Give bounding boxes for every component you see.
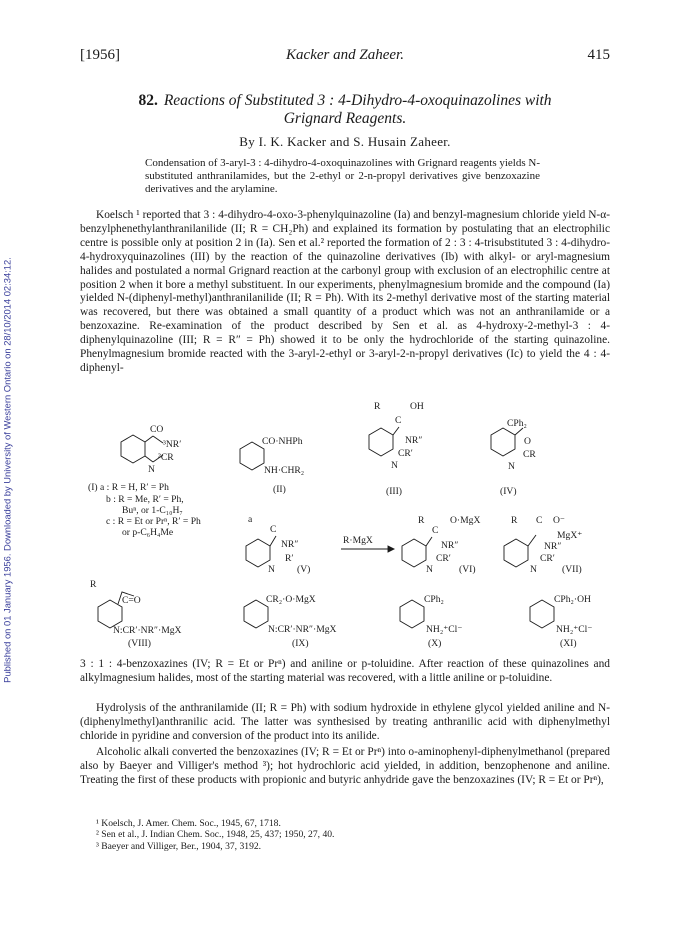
download-watermark-text: Published on 01 January 1956. Downloaded by University of Western Ontario on 28/10/2014 02:34:12. bbox=[1, 257, 13, 683]
structure-VI bbox=[402, 515, 480, 575]
V-caption: (V) bbox=[297, 564, 311, 575]
VII-cr-label: CR′ bbox=[540, 553, 555, 564]
XI-bottom-label: NH₂⁺Cl⁻ bbox=[556, 624, 593, 635]
VI-n-label: N bbox=[426, 564, 433, 575]
structure-XI bbox=[530, 594, 592, 649]
II-caption: (II) bbox=[273, 484, 286, 495]
VII-caption: (VII) bbox=[562, 564, 582, 575]
IV-caption: (IV) bbox=[500, 486, 517, 497]
VII-n-label: N bbox=[530, 564, 537, 575]
footnote-2: ² Sen et al., J. Indian Chem. Soc., 1948, 25, 437; 1950, 27, 40. bbox=[96, 829, 335, 841]
III-c-label: C bbox=[395, 415, 402, 426]
X-bottom-label: NH₂⁺Cl⁻ bbox=[426, 624, 463, 635]
VII-r-label: R bbox=[511, 515, 518, 526]
header-page-number: 415 bbox=[587, 47, 610, 63]
VI-nr-label: NR″ bbox=[441, 540, 459, 551]
III-caption: (III) bbox=[386, 486, 402, 497]
paragraph-3: Alcoholic alkali converted the benzoxazines (IV; R = Et or Prⁿ) into o-aminophenyl-diphenylmethanol (prepared also by Baeyer and Villiger's method ³); hot hydrochloric acid yielded, in addition, benzophenone and aniline. Treating the first of these products with propionic and butyric anhydride gave the benzoxazines (IV; R = Et or Prⁿ), bbox=[80, 746, 610, 786]
structure-IV bbox=[491, 418, 536, 497]
I-legend-b2: Buⁿ, or 1-C₁₀H₇ bbox=[122, 505, 183, 516]
V-n-label: N bbox=[268, 564, 275, 575]
title-line-2: Grignard Reagents. bbox=[283, 110, 407, 127]
footnote-3: ³ Baeyer and Villiger, Ber., 1904, 37, 3192. bbox=[96, 840, 262, 852]
III-oh-label: OH bbox=[410, 401, 424, 412]
structure-II bbox=[240, 436, 304, 495]
footnote-1: ¹ Koelsch, J. Amer. Chem. Soc., 1945, 67, 1718. bbox=[96, 818, 281, 829]
III-r-label: R bbox=[374, 401, 381, 412]
I-legend-c2: or p-C₆H₄Me bbox=[122, 527, 174, 538]
paragraph-1: Koelsch ¹ reported that 3 : 4-dihydro-4-oxo-3-phenylquinazoline (Ia) and benzyl-magnesium chloride yield N-α-benzylphenethylanthranilanilide (II; R = CH₂Ph) and explained its formation by postulating that an electrophilic centre is possible only at position 2 in (Ia). Sen et al.² reported the formation of 2 : 3 : 4-trisubstituted 3 : 4-dihydro-4-hydroxyquinazolines (III) by the reaction of the quinazoline derivatives (Ib) with alkyl- or aryl-magnesium halides and postulated a normal Grignard reaction at the carbonyl group with exclusion of an electrophilic centre at position 2 when it bore a methyl substituent. In our experiments, phenylmagnesium bromide and the compound (Ia) yielded N-(diphenyl-methyl)anthranilanilide (II; R = Ph). With its 2-methyl derivative most of the starting material was recovered, but there was obtained a small quantity of a product which was not an anthranilamide or a benzoxazine. Re-examination of the product described by Sen et al. as 4-hydroxy-2-methyl-3 : 4-diphenylquinazoline (III; R = R″ = Ph) showed it to be only the hydrochloride of the starting quinazoline. Phenylmagnesium bromide reacted with the 3-aryl-2-ethyl or 3-aryl-2-n-propyl derivatives (Ic) to yield the 4 : 4-diphenyl- bbox=[80, 209, 610, 374]
I-n-label: N bbox=[148, 464, 155, 475]
structure-V bbox=[246, 514, 310, 575]
byline: By I. K. Kacker and S. Husain Zaheer. bbox=[239, 134, 451, 149]
structure-VIII bbox=[90, 579, 182, 649]
IX-bottom-label: N:CR′·NR″·MgX bbox=[268, 624, 337, 635]
VI-caption: (VI) bbox=[459, 564, 476, 575]
X-top-label: CPh₂ bbox=[424, 594, 444, 605]
VIII-caption: (VIII) bbox=[128, 638, 151, 649]
structure-I bbox=[121, 424, 181, 475]
V-a-label: a bbox=[248, 514, 253, 525]
IV-o-label: O bbox=[524, 436, 531, 447]
VII-nr-label: NR″ bbox=[544, 541, 562, 552]
structure-III bbox=[369, 401, 424, 497]
V-nr-label: NR″ bbox=[281, 539, 299, 550]
arrow-reagent-label: R·MgX bbox=[343, 535, 373, 546]
title-line-1: Reactions of Substituted 3 : 4-Dihydro-4-oxoquinazolines with bbox=[163, 92, 552, 109]
VIII-n-label: N:CR′·NR″·MgX bbox=[113, 625, 182, 636]
IX-caption: (IX) bbox=[292, 638, 309, 649]
VII-mgx-label: MgX⁺ bbox=[557, 530, 583, 541]
I-legend-a: (I) a : R = H, R′ = Ph bbox=[88, 482, 169, 493]
V-c-label: C bbox=[270, 524, 277, 535]
VI-r-label: R bbox=[418, 515, 425, 526]
structure-X bbox=[400, 594, 462, 649]
VIII-r-label: R bbox=[90, 579, 97, 590]
XI-top-label: CPh₂·OH bbox=[554, 594, 591, 605]
VI-cr-label: CR′ bbox=[436, 553, 451, 564]
V-r-label: R′ bbox=[285, 553, 294, 564]
I-cr-label: ²CR bbox=[158, 452, 174, 463]
I-legend-c1: c : R = Et or Prⁿ, R′ = Ph bbox=[106, 516, 201, 527]
structure-VII bbox=[504, 515, 582, 575]
VII-c-label: C bbox=[536, 515, 543, 526]
article-number: 82. bbox=[138, 92, 158, 109]
paragraph-1-continued: 3 : 1 : 4-benzoxazines (IV; R = Et or Prⁿ) and aniline or p-toluidine. After reaction of these quinazolines and alkylmagnesium halides, most of the starting material was recovered, with a little aniline or p-toluidine. bbox=[80, 658, 610, 684]
IV-cph2-label: CPh₂ bbox=[507, 418, 527, 429]
III-nr-label: NR″ bbox=[405, 435, 423, 446]
IV-n-label: N bbox=[508, 461, 515, 472]
XI-caption: (XI) bbox=[560, 638, 577, 649]
IX-top-label: CR₂·O·MgX bbox=[266, 594, 316, 605]
header-year: [1956] bbox=[80, 47, 120, 63]
reaction-arrow bbox=[341, 535, 394, 552]
VI-c-label: C bbox=[432, 525, 439, 536]
III-n-label: N bbox=[391, 460, 398, 471]
structure-IX bbox=[244, 594, 337, 649]
I-nr-label: ³NR′ bbox=[163, 439, 182, 450]
VI-omgx-label: O·MgX bbox=[450, 515, 481, 526]
paragraph-2: Hydrolysis of the anthranilamide (II; R = Ph) with sodium hydroxide in ethylene glycol yielded aniline and N-(diphenylmethyl)anthranilic acid. The latter was synthesised by treating anthranilic acid with diphenylmethyl chloride in pyridine and conversion of the product into its anilide. bbox=[80, 702, 610, 742]
VIII-co-label: C=O bbox=[122, 595, 141, 606]
abstract: Condensation of 3-aryl-3 : 4-dihydro-4-oxoquinazolines with Grignard reagents yields N-substituted anthranilamides, but the 2-ethyl or 2-n-propyl derivatives give benzoxazine derivatives and the arylamine. bbox=[145, 157, 540, 196]
IV-cr-label: CR bbox=[523, 449, 536, 460]
II-bottom-label: NH·CHR₂ bbox=[264, 465, 305, 476]
X-caption: (X) bbox=[428, 638, 442, 649]
I-legend-b1: b : R = Me, R′ = Ph, bbox=[106, 494, 184, 505]
footnotes bbox=[96, 818, 596, 852]
I-co-label: CO bbox=[150, 424, 164, 435]
III-cr-label: CR′ bbox=[398, 448, 413, 459]
II-top-label: CO·NHPh bbox=[262, 436, 303, 447]
VII-o-label: O⁻ bbox=[553, 515, 565, 526]
header-authors: Kacker and Zaheer. bbox=[286, 47, 404, 63]
